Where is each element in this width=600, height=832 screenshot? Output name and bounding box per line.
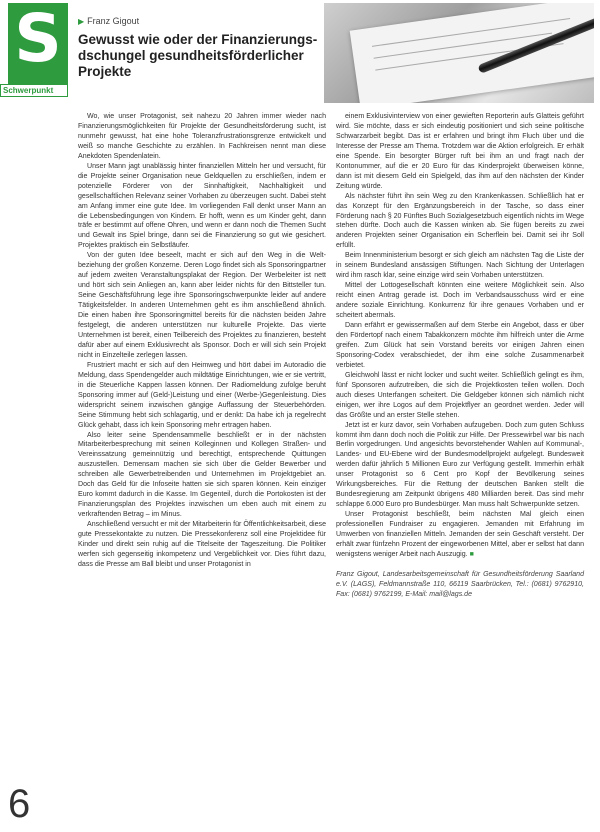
paragraph: Unser Mann jagt unablässig hinter finanziellen Mitteln her und versucht, für die Projekte seiner Organisation neue Geldquellen zu erschließen, indem er potenzielle Förderer von der Sinnhaftigkeit, Nachhaltigkeit und gesellschaftlichen Relevanz seiner Vorhaben zu überzeugen sucht. Dabei steht am Anfang immer eine gute Idee. Im vorliegenden Fall denkt unser Mann an die Lebensbedingungen von Kindern. Er hofft, wenn es um Kinder geht, dann träfe er bestimmt auf offene Ohren, und wenn er dann noch die Themen Sucht und Gewalt ins Spiel bringe, dann sei die Finanzierung so gut wie gesichert. Projektes praktisch ein Selbstläufer.	[78, 162, 326, 250]
end-mark-icon: ■	[469, 550, 474, 558]
author-line	[78, 16, 139, 26]
paragraph: Jetzt ist er kurz davor, sein Vorhaben aufzugeben. Doch zum guten Schluss kommt ihm dann doch noch die Politik zur Hilfe. Der Pressewirbel war bis nach Berlin vorgedrungen. Und angesichts bevorstehender Wahlen auf Kommunal-, Landes- und EU-Ebene wird der Bundesmodellprojekt aufgelegt. Bundesweit werden dafür jährlich 5 Millionen Euro zur Verfügung gestellt. Immerhin erhält unser Protagonist so 6 Cent pro Kopf der Bevölkerung seines Wirkungsbereiches. Für die Rettung der deutschen Banken stellt die Bundesregierung am Zeitpunkt übrigens 480 Milliarden bereit. Das sind mehr schlappe 6.000 Euro pro Bundesbürger. Man muss halt Schwerpunkte setzen.	[336, 421, 584, 509]
paragraph: Mittel der Lottogesellschaft könnten eine weitere Möglichkeit sein. Also reicht einen Antrag gerade ist. Doch im Verbandsausschuss wird er eine andere soziale Einrichtung. Konkurrenz für ihre genaues Vorhaben und er scheitert abermals.	[336, 282, 584, 320]
section-label: Schwerpunkt	[0, 84, 68, 97]
paragraph: Wo, wie unser Protagonist, seit nahezu 20 Jahren immer wieder nach Finanzierungsmöglichkeiten für Projekte der Gesundheitsförderung sucht, ist nunmehr gewusst, hat eine hohe Toleranzfrustrationsgrenze entwickelt und weiß so manche Geschichte zu erzählen. In Fachkreisen nennt man diese Anekdoten Spendenlatein.	[78, 113, 326, 160]
paragraph: einem Exklusivinterview von einer gewieften Reporterin aufs Glatteis geführt wird. Sie möchte, dass er sich eindeutig positioniert und sich seine politische Schwarzarbeit begibt. Das ist er erfahren und bringt ihm Fluch über und die Interesse der Presse am Thema. Trotzdem war die Aktion erfolgreich. Er erhält eine Spende. Ein besorgter Bürger ruft bei ihm an und fragt nach der Kontonummer, auf die er 20 Euro für das Kinderprojekt überweisen könne, dann ist mit diesem Geld ein Spielgeld, das ihm auf den nächsten der Kinder Zeitung würde.	[336, 113, 584, 190]
paragraph: Von der guten Idee beseelt, macht er sich auf den Weg in die Weltbeziehung der großen Konzerne. Deren Logo findet sich als Sponsoringpartner auf jedem zweiten Veranstaltungsplakat der Region. Der Werbeleiter ist nett und hört sich sein Anliegen an, kann aber leider nichts für den Bittsteller tun. Seine Geschäftsführung lege ihre Sponsoringschwerpunkte leider auf andere Tätigkeitsfelder. In anderen Unternehmen geht es ihm anschließend ähnlich. Die einen haben ihre Sponsoringmittel bereits für die nächsten beiden Jahre festgelegt, die anderen unterstützen nur kulturelle Projekte. Das vierte Unternehmen ist bereit, einen Teilbereich des Projektes zu finanzieren, besteht dafür aber auf einem Exklusivrecht als Sponsor. Doch er will sich sein Projekt nicht in Einzelteile zerlegen lassen.	[78, 252, 326, 359]
paper-sheet-image	[350, 3, 594, 103]
paragraph-final	[336, 510, 584, 560]
page-number: 6	[8, 782, 31, 826]
author-bio: Franz Gigout, Landesarbeitsgemeinschaft für Gesundheitsförderung Saarland e.V. (LAGS), Feldmannstraße 110, 66119 Saarbrücken, Tel.: (0681) 9762910, Fax: (0681) 9762199, E-Mail: mail@lags.de	[336, 570, 584, 598]
article-column-left	[78, 112, 326, 570]
section-logo-letter: S	[14, 0, 62, 77]
section-logo	[8, 0, 68, 85]
article-headline: Gewusst wie oder der Finanzierungs-dschungel gesundheitsförderlicher Projekte	[78, 32, 318, 79]
triangle-icon: ▶	[78, 17, 85, 26]
paragraph: Dann erfährt er gewissermaßen auf dem Sterbe ein Angebot, dass er über den Fördertopf nach einem Tabakkonzern möchte ihm hilfreich unter die Arme greifen. Zum Glück hat sein Vorstand bereits vor einigen Jahren einen Sponsoring-Codex verabschiedet, der ihm eine solche Zusammenarbeit verbietet.	[336, 322, 584, 369]
paragraph-final-text: Unser Protagonist beschließt, beim nächsten Mal gleich einen professionellen Fundraiser zu engagieren. Jemanden mit Erfahrung im Umwerben von finanziellen Mitteln. Jemanden der sein Geschäft versteht. Der erhält zwar fünfzehn Prozent der eingeworbenen Mittel, aber er selbst hat dann wenigstens weniger Arbeit nach Auszugig.	[336, 511, 584, 558]
paragraph: Anschließend versucht er mit der Mitarbeiterin für Öffentlichkeitsarbeit, diese gute Pressekontakte zu nutzen. Die Pressekonferenz soll eine Projektidee für Kinder und direkt sein ruhig auf die Titelseite der Tageszeitung. Die Politiker werfen sich gegenseitig inkompetenz und Vergeblichkeit vor. Dies führt dazu, dass die Presse am Ball bleibt und unser Protagonist in	[78, 521, 326, 568]
header-photo	[324, 3, 594, 103]
author-name: Franz Gigout	[87, 16, 140, 26]
paragraph: Frustriert macht er sich auf den Heimweg und hört dabei im Autoradio die Meldung, dass Spendengelder auch mildtätige Einrichtungen, wie er sie vertritt, in die Steuerliche Kappen lassen können. Der Radiomeldung zufolge beruht Sponsoring immer auf (Geld-)Leistung und einer (Werbe-)Gegenleistung. Dies widerspricht seinem inzwischen gängige Auffassung der Steuerbehörden. Seine Stimmung hebt sich schlagartig, und er denkt: Da habe ich ja regelrecht Glück gehabt, dass ich kein Sponsoring mehr ertragen haben.	[78, 361, 326, 429]
article-column-right	[336, 112, 584, 600]
paragraph: Gleichwohl lässt er nicht locker und sucht weiter. Schließlich gelingt es ihm, fünf Sponsoren aufzutreiben, die sich die Projektkosten teilen wollen. Doch auch dieses Unterfangen scheitert. Die Geldgeber können sich nämlich nicht einigen, wer ihre Logos auf dem Projektflyer an geordnet werden. Jeder will das Größte und an erster Stelle stehen.	[336, 371, 584, 419]
paragraph: Als nächster führt ihn sein Weg zu den Krankenkassen. Schließlich hat er das Konzept für den Ergänzungsbereich in der Tasche, so dass einer Förderung nach § 20 Fünftes Buch Sozialgesetzbuch eigentlich nichts im Wege stehen dürfte. Doch auch die Kassen winken ab. Sie fügen bereits zu zwei anderen Projekten seiner Organisation ein Scherflein bei. Damit sei ihr Soll erfüllt.	[336, 192, 584, 250]
paragraph: Beim Innenministerium besorgt er sich gleich am nächsten Tag die Liste der in seinem Bundesland ansässigen Stiftungen. Nach Sichtung der Unterlagen wird ihm rasch klar, seine einzige wird sein Vorhaben unterstützen.	[336, 252, 584, 280]
paragraph: Also leiter seine Spendensammelle beschließt er in der nächsten Mitarbeiterbesprechung mit seinen Kolleginnen und Kollegen Straßen- und Vereinssatzung gemeinnützig und berechtigt, entsprechende Quittungen auszustellen. Demensam machen sie sich über die Gelder Bewerber und schreiben alle Gewerbetreibenden und Unternehmen im Projektgebiet an. Doch das Geld für die Infoseite hatten sie sich sparen können. Kein einziger Euro kommt dadurch in die Kasse. Im Gegenteil, durch die Portokosten ist der Finanzierungsplan des Projektes inzwischen um eben auch mit einem zu verkraftenden Betrag – im Minus.	[78, 431, 326, 519]
